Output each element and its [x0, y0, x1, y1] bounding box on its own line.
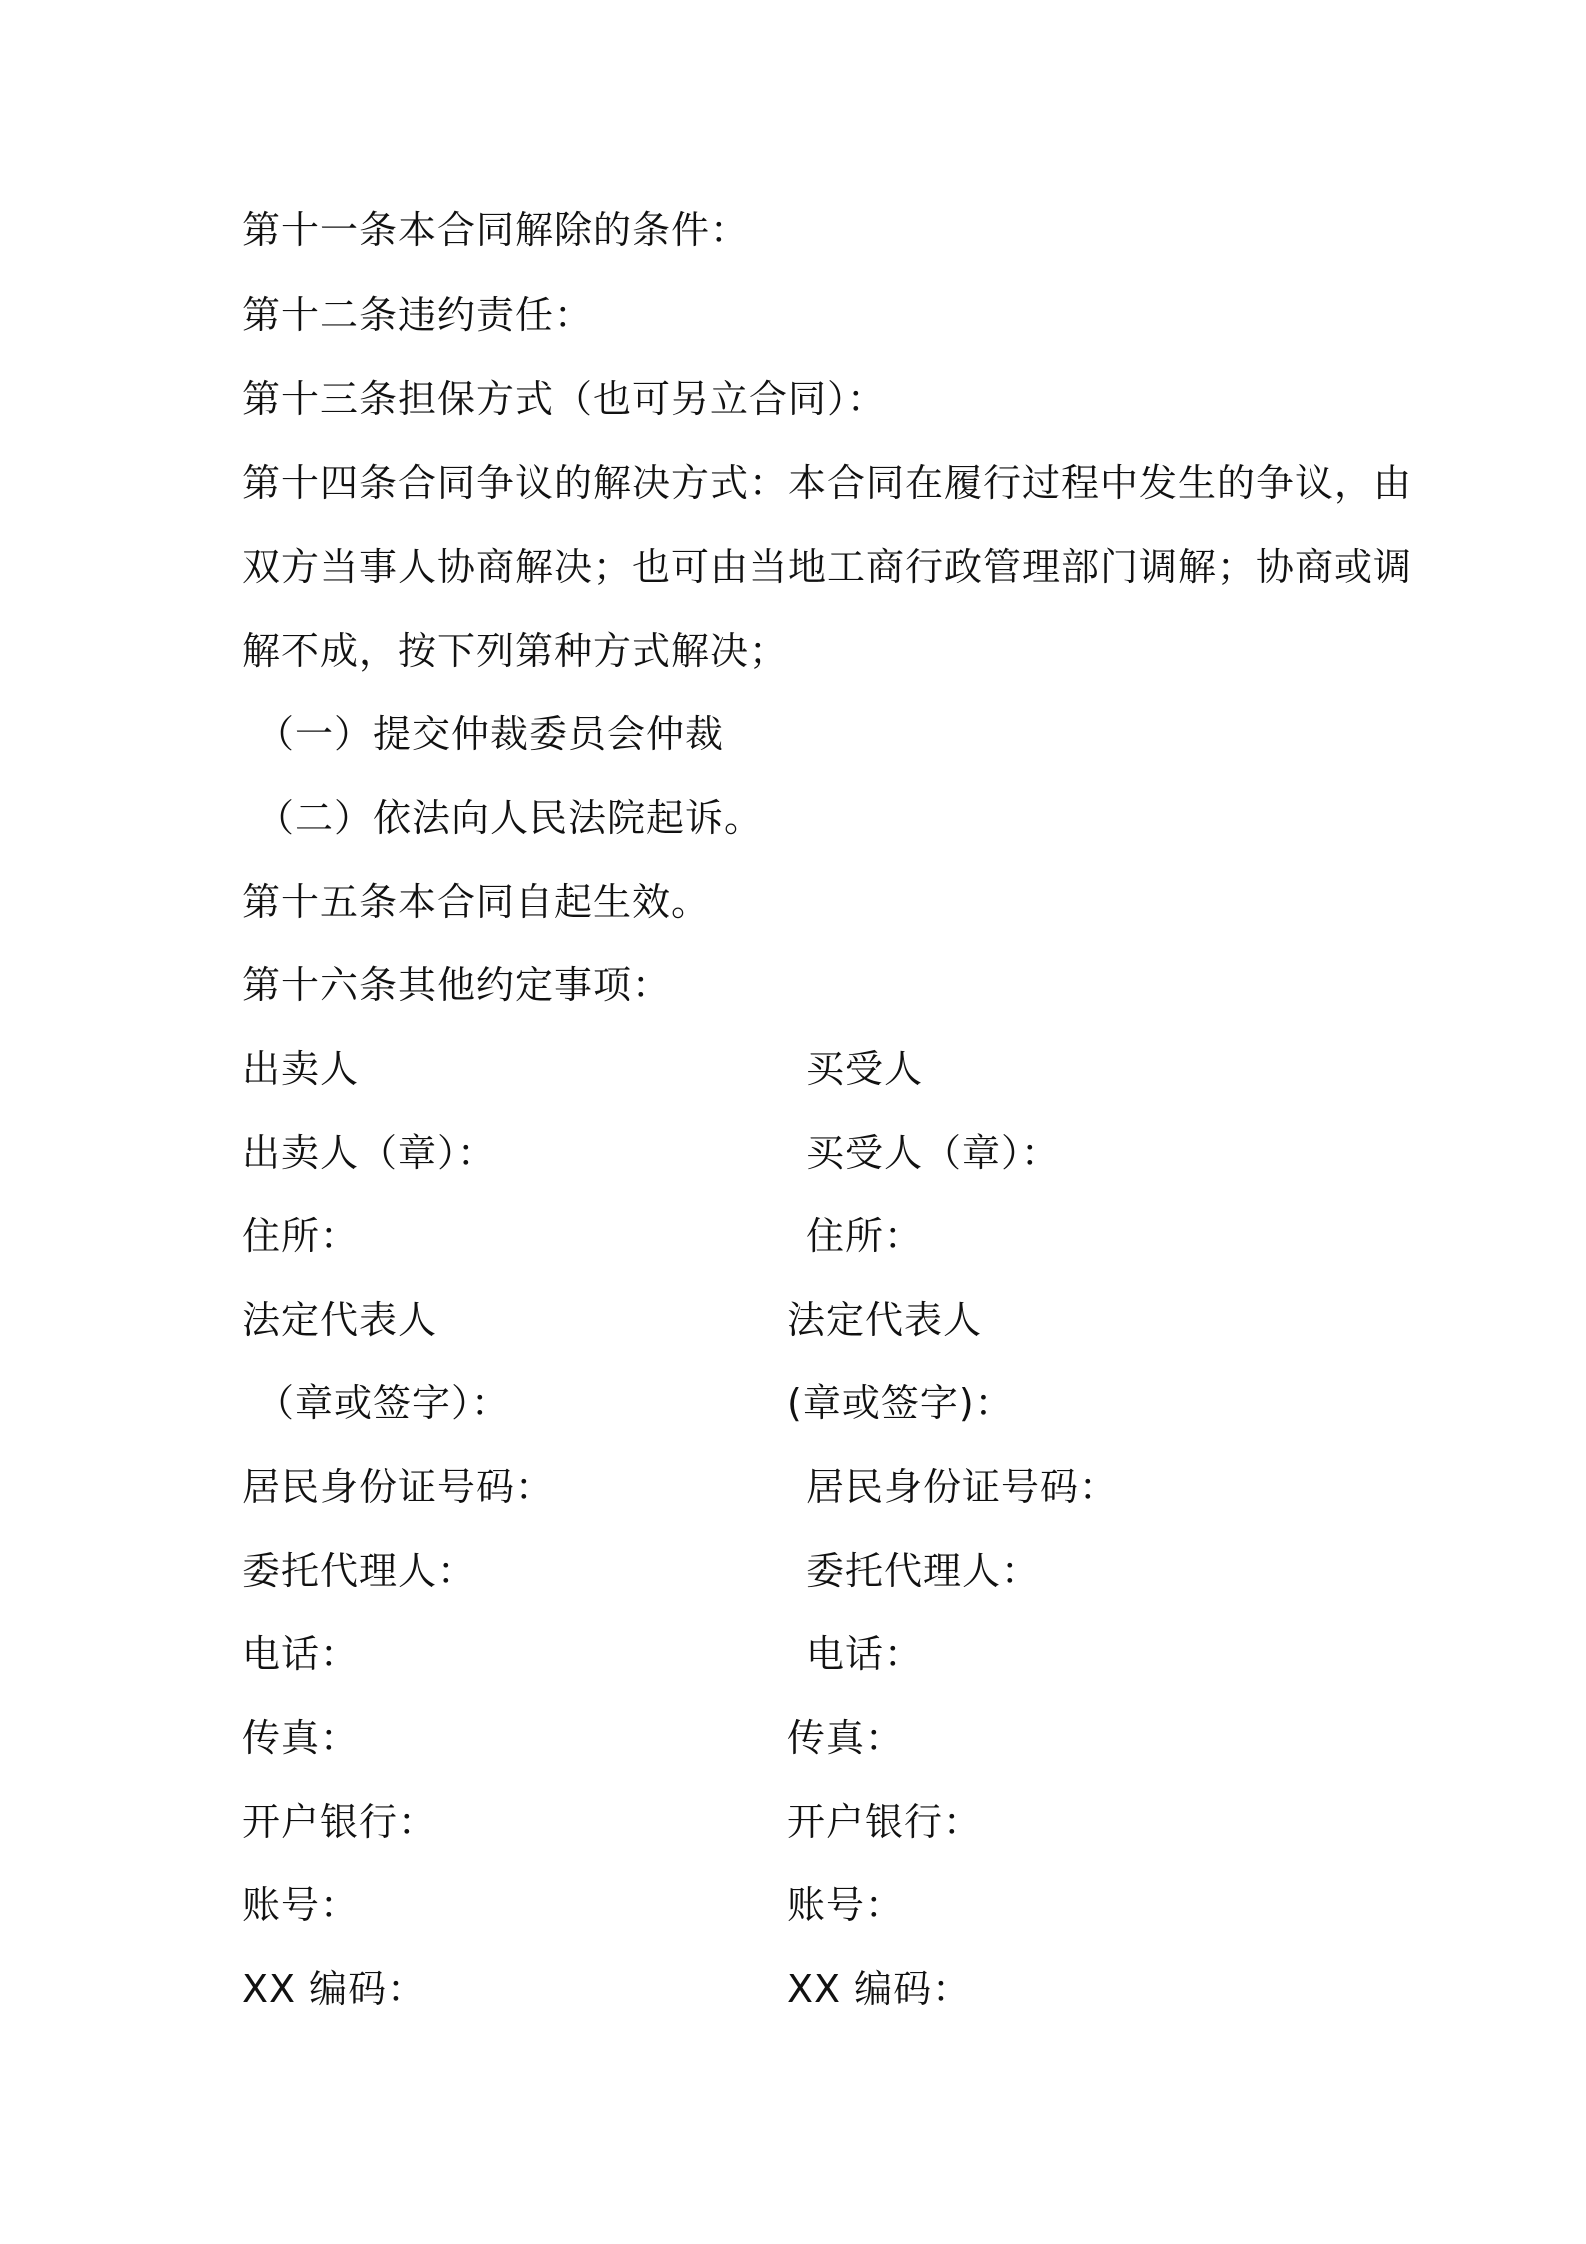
buyer-phone: 电话：: [806, 1632, 924, 1676]
buyer-seal: 买受人（章）：: [806, 1131, 1061, 1175]
buyer-legal-rep: 法定代表人: [787, 1298, 983, 1342]
seller-title: 出卖人: [242, 1047, 360, 1091]
buyer-id-number: 居民身份证号码：: [806, 1465, 1119, 1509]
seller-rep-sign: （章或签字）：: [256, 1381, 511, 1425]
seller-address: 住所：: [242, 1214, 360, 1258]
seller-id-number: 居民身份证号码：: [242, 1465, 555, 1509]
seller-phone: 电话：: [242, 1632, 360, 1676]
article-14-line-3: 解不成，按下列第种方式解决；: [242, 629, 789, 673]
seller-bank: 开户银行：: [242, 1800, 438, 1844]
article-11: 第十一条本合同解除的条件：: [242, 208, 750, 252]
buyer-bank: 开户银行：: [787, 1800, 983, 1844]
seller-seal: 出卖人（章）：: [242, 1131, 497, 1175]
buyer-agent: 委托代理人：: [806, 1549, 1041, 1593]
seller-agent: 委托代理人：: [242, 1549, 477, 1593]
seller-legal-rep: 法定代表人: [242, 1298, 438, 1342]
buyer-rep-sign: (章或签字)：: [787, 1381, 1014, 1425]
buyer-address: 住所：: [806, 1214, 924, 1258]
option-arbitration: （一）提交仲裁委员会仲裁: [256, 712, 725, 756]
article-16: 第十六条其他约定事项：: [242, 963, 672, 1007]
buyer-title: 买受人: [806, 1047, 924, 1091]
seller-code: XX 编码：: [242, 1967, 427, 2011]
article-15: 第十五条本合同自起生效。: [242, 880, 711, 924]
article-14-line-2: 双方当事人协商解决；也可由当地工商行政管理部门调解；协商或调: [242, 545, 1413, 589]
article-13: 第十三条担保方式（也可另立合同）：: [242, 377, 887, 421]
buyer-fax: 传真：: [787, 1716, 905, 1760]
article-14-line-1: 第十四条合同争议的解决方式：本合同在履行过程中发生的争议，由: [242, 461, 1413, 505]
buyer-code: XX 编码：: [787, 1967, 972, 2011]
seller-fax: 传真：: [242, 1716, 360, 1760]
buyer-account: 账号：: [787, 1883, 905, 1927]
article-12: 第十二条违约责任：: [242, 293, 594, 337]
seller-account: 账号：: [242, 1883, 360, 1927]
option-lawsuit: （二）依法向人民法院起诉。: [256, 796, 764, 840]
